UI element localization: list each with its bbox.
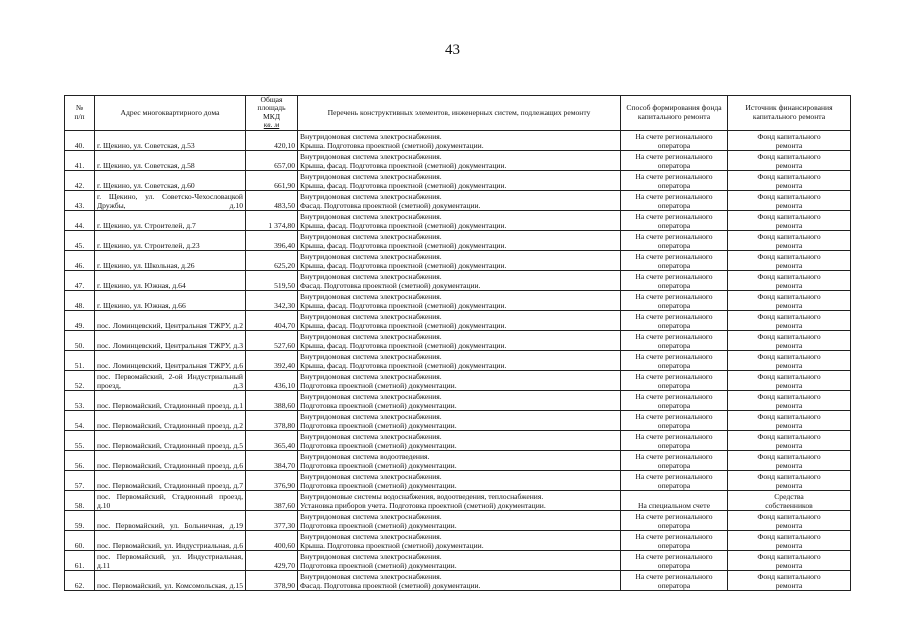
table-body <box>65 130 851 590</box>
row-funding-method: На счете регионального оператора <box>621 230 728 250</box>
row-number: 59. <box>65 510 95 530</box>
row-funding-source: Фонд капитального ремонта <box>728 370 851 390</box>
row-funding-method: На счете регионального оператора <box>621 470 728 490</box>
row-funding-method: На счете регионального оператора <box>621 350 728 370</box>
row-funding-method: На специальном счете <box>621 490 728 510</box>
row-number: 51. <box>65 350 95 370</box>
row-address: г. Щекино, ул. Школьная, д.26 <box>95 250 246 270</box>
row-works: Внутридомовая система электроснабжения. Крыша, фасад. Подготовка проектной (сметной) документации. <box>298 170 621 190</box>
row-works: Внутридомовая система водоотведения. Подготовка проектной (сметной) документации. <box>298 450 621 470</box>
row-funding-source: Фонд капитального ремонта <box>728 530 851 550</box>
row-address: пос. Первомайский, Стадионный проезд, д.5 <box>95 430 246 450</box>
header-area-unit: кв. м <box>263 120 280 130</box>
row-funding-source: Фонд капитального ремонта <box>728 250 851 270</box>
row-number: 42. <box>65 170 95 190</box>
row-funding-source: Фонд капитального ремонта <box>728 350 851 370</box>
row-address: г. Щекино, ул. Строителей, д.23 <box>95 230 246 250</box>
row-funding-method: На счете регионального оператора <box>621 370 728 390</box>
row-funding-method: На счете регионального оператора <box>621 570 728 590</box>
row-funding-method: На счете регионального оператора <box>621 410 728 430</box>
row-works: Внутридомовая система электроснабжения. Фасад. Подготовка проектной (сметной) документации. <box>298 570 621 590</box>
row-funding-source: Фонд капитального ремонта <box>728 130 851 150</box>
header-area: Общая площадь МКД кв. м <box>246 96 298 131</box>
row-funding-source: Фонд капитального ремонта <box>728 150 851 170</box>
row-address: пос. Первомайский, Стадионный проезд, д.2 <box>95 410 246 430</box>
row-funding-method: На счете регионального оператора <box>621 450 728 470</box>
row-number: 49. <box>65 310 95 330</box>
row-address: г. Щекино, ул. Советско-Чехословацкой Дружбы, д.10 <box>95 190 246 210</box>
row-address: пос. Первомайский, Стадионный проезд, д.1 <box>95 390 246 410</box>
table-row <box>65 250 851 270</box>
row-funding-method: На счете регионального оператора <box>621 510 728 530</box>
row-works: Внутридомовая система электроснабжения. Фасад. Подготовка проектной (сметной) документации. <box>298 190 621 210</box>
row-works: Внутридомовая система электроснабжения. Крыша, фасад. Подготовка проектной (сметной) документации. <box>298 290 621 310</box>
row-number: 47. <box>65 270 95 290</box>
row-address: пос. Первомайский, ул. Индустриальная, д.11 <box>95 550 246 570</box>
row-funding-source: Фонд капитального ремонта <box>728 190 851 210</box>
header-number: № п/п <box>65 96 95 131</box>
row-works: Внутридомовая система электроснабжения. Крыша, фасад. Подготовка проектной (сметной) документации. <box>298 350 621 370</box>
row-address: пос. Первомайский, ул. Комсомольская, д.15 <box>95 570 246 590</box>
row-works: Внутридомовая система электроснабжения. Крыша, фасад. Подготовка проектной (сметной) документации. <box>298 150 621 170</box>
row-number: 45. <box>65 230 95 250</box>
row-funding-source: Фонд капитального ремонта <box>728 390 851 410</box>
row-works: Внутридомовая система электроснабжения. Крыша, фасад. Подготовка проектной (сметной) документации. <box>298 210 621 230</box>
row-area: 388,60 <box>246 390 298 410</box>
row-area: 657,00 <box>246 150 298 170</box>
row-funding-source: Фонд капитального ремонта <box>728 290 851 310</box>
table-row <box>65 470 851 490</box>
row-funding-method: На счете регионального оператора <box>621 550 728 570</box>
row-area: 365,40 <box>246 430 298 450</box>
row-works: Внутридомовая система электроснабжения. Подготовка проектной (сметной) документации. <box>298 470 621 490</box>
row-funding-source: Фонд капитального ремонта <box>728 230 851 250</box>
row-number: 54. <box>65 410 95 430</box>
row-address: пос. Первомайский, ул. Больничная, д.19 <box>95 510 246 530</box>
page-number: 43 <box>445 42 460 58</box>
row-number: 46. <box>65 250 95 270</box>
row-number: 57. <box>65 470 95 490</box>
row-area: 519,50 <box>246 270 298 290</box>
table-row <box>65 330 851 350</box>
header-address: Адрес многоквартирного дома <box>95 96 246 131</box>
row-area: 661,90 <box>246 170 298 190</box>
row-funding-method: На счете регионального оператора <box>621 330 728 350</box>
repair-program-table <box>64 95 851 591</box>
row-number: 55. <box>65 430 95 450</box>
row-address: пос. Первомайский, Стадионный проезд, д.6 <box>95 450 246 470</box>
row-funding-source: Фонд капитального ремонта <box>728 210 851 230</box>
row-funding-source: Фонд капитального ремонта <box>728 550 851 570</box>
row-area: 527,60 <box>246 330 298 350</box>
row-area: 400,60 <box>246 530 298 550</box>
row-funding-method: На счете регионального оператора <box>621 390 728 410</box>
row-number: 58. <box>65 490 95 510</box>
table-header-row <box>65 96 851 131</box>
table-row <box>65 370 851 390</box>
row-funding-method: На счете регионального оператора <box>621 310 728 330</box>
row-number: 60. <box>65 530 95 550</box>
row-funding-method: На счете регионального оператора <box>621 150 728 170</box>
row-funding-source: Средства собственников <box>728 490 851 510</box>
row-number: 61. <box>65 550 95 570</box>
row-funding-source: Фонд капитального ремонта <box>728 330 851 350</box>
row-works: Внутридомовая система электроснабжения. Крыша, фасад. Подготовка проектной (сметной) документации. <box>298 310 621 330</box>
table-row <box>65 210 851 230</box>
table-row <box>65 350 851 370</box>
header-works: Перечень конструктивных элементов, инженерных систем, подлежащих ремонту <box>298 96 621 131</box>
row-area: 378,80 <box>246 410 298 430</box>
row-area: 378,90 <box>246 570 298 590</box>
row-address: г. Щекино, ул. Строителей, д.7 <box>95 210 246 230</box>
row-works: Внутридомовая система электроснабжения. Крыша. Подготовка проектной (сметной) документации. <box>298 130 621 150</box>
row-area: 404,70 <box>246 310 298 330</box>
row-number: 43. <box>65 190 95 210</box>
table-row <box>65 270 851 290</box>
row-address: г. Щекино, ул. Южная, д.66 <box>95 290 246 310</box>
table-row <box>65 150 851 170</box>
row-works: Внутридомовая система электроснабжения. Крыша, фасад. Подготовка проектной (сметной) документации. <box>298 330 621 350</box>
row-address: пос. Ломинцевский, Центральная ТЖРУ, д.3 <box>95 330 246 350</box>
row-number: 53. <box>65 390 95 410</box>
table-row <box>65 550 851 570</box>
row-funding-method: На счете регионального оператора <box>621 430 728 450</box>
row-address: г. Щекино, ул. Советская, д.53 <box>95 130 246 150</box>
row-address: пос. Ломинцевский, Центральная ТЖРУ, д.6 <box>95 350 246 370</box>
row-works: Внутридомовая система электроснабжения. Подготовка проектной (сметной) документации. <box>298 510 621 530</box>
row-area: 377,30 <box>246 510 298 530</box>
row-number: 48. <box>65 290 95 310</box>
row-address: пос. Первомайский, Стадионный проезд, д.7 <box>95 470 246 490</box>
row-works: Внутридомовая система электроснабжения. Подготовка проектной (сметной) документации. <box>298 410 621 430</box>
row-address: пос. Первомайский, Стадионный проезд, д.10 <box>95 490 246 510</box>
row-number: 41. <box>65 150 95 170</box>
row-funding-source: Фонд капитального ремонта <box>728 570 851 590</box>
table-row <box>65 490 851 510</box>
row-funding-source: Фонд капитального ремонта <box>728 410 851 430</box>
row-area: 483,50 <box>246 190 298 210</box>
row-funding-method: На счете регионального оператора <box>621 290 728 310</box>
row-works: Внутридомовая система электроснабжения. Фасад. Подготовка проектной (сметной) документации. <box>298 270 621 290</box>
table-row <box>65 510 851 530</box>
row-funding-method: На счете регионального оператора <box>621 190 728 210</box>
table-row <box>65 390 851 410</box>
row-area: 436,10 <box>246 370 298 390</box>
row-number: 40. <box>65 130 95 150</box>
row-address: пос. Ломинцевский, Центральная ТЖРУ, д.2 <box>95 310 246 330</box>
row-address: г. Щекино, ул. Советская, д.58 <box>95 150 246 170</box>
header-source: Источник финансирования капитального ремонта <box>728 96 851 131</box>
table-row <box>65 530 851 550</box>
table-row <box>65 430 851 450</box>
row-funding-method: На счете регионального оператора <box>621 130 728 150</box>
row-funding-method: На счете регионального оператора <box>621 210 728 230</box>
table-row <box>65 290 851 310</box>
row-area: 1 374,80 <box>246 210 298 230</box>
table-row <box>65 190 851 210</box>
row-funding-source: Фонд капитального ремонта <box>728 510 851 530</box>
table-row <box>65 230 851 250</box>
row-works: Внутридомовая система электроснабжения. Подготовка проектной (сметной) документации. <box>298 550 621 570</box>
row-area: 429,70 <box>246 550 298 570</box>
row-works: Внутридомовая система электроснабжения. Подготовка проектной (сметной) документации. <box>298 390 621 410</box>
row-area: 342,30 <box>246 290 298 310</box>
row-area: 420,10 <box>246 130 298 150</box>
row-funding-source: Фонд капитального ремонта <box>728 470 851 490</box>
row-area: 376,90 <box>246 470 298 490</box>
header-method: Способ формирования фонда капитального ремонта <box>621 96 728 131</box>
row-funding-method: На счете регионального оператора <box>621 270 728 290</box>
table-row <box>65 170 851 190</box>
row-address: пос. Первомайский, ул. Индустриальная, д.6 <box>95 530 246 550</box>
row-address: г. Щекино, ул. Советская, д.60 <box>95 170 246 190</box>
row-funding-source: Фонд капитального ремонта <box>728 170 851 190</box>
row-address: пос. Первомайский, 2-ой Индустриальный проезд, д.3 <box>95 370 246 390</box>
row-address: г. Щекино, ул. Южная, д.64 <box>95 270 246 290</box>
row-number: 44. <box>65 210 95 230</box>
row-area: 384,70 <box>246 450 298 470</box>
row-works: Внутридомовая система электроснабжения. Крыша, фасад. Подготовка проектной (сметной) документации. <box>298 230 621 250</box>
row-works: Внутридомовые системы водоснабжения, водоотведения, теплоснабжения. Установка приборов учета. Подготовка проектной (сметной) документации. <box>298 490 621 510</box>
table-row <box>65 410 851 430</box>
row-funding-method: На счете регионального оператора <box>621 250 728 270</box>
row-funding-source: Фонд капитального ремонта <box>728 310 851 330</box>
row-works: Внутридомовая система электроснабжения. Крыша, фасад. Подготовка проектной (сметной) документации. <box>298 250 621 270</box>
table-row <box>65 310 851 330</box>
row-area: 387,60 <box>246 490 298 510</box>
row-area: 625,20 <box>246 250 298 270</box>
row-funding-source: Фонд капитального ремонта <box>728 450 851 470</box>
row-funding-method: На счете регионального оператора <box>621 170 728 190</box>
table-row <box>65 570 851 590</box>
row-number: 62. <box>65 570 95 590</box>
row-works: Внутридомовая система электроснабжения. Крыша. Подготовка проектной (сметной) документации. <box>298 530 621 550</box>
table-row <box>65 450 851 470</box>
row-funding-source: Фонд капитального ремонта <box>728 270 851 290</box>
row-works: Внутридомовая система электроснабжения. Подготовка проектной (сметной) документации. <box>298 370 621 390</box>
row-number: 50. <box>65 330 95 350</box>
row-funding-source: Фонд капитального ремонта <box>728 430 851 450</box>
row-funding-method: На счете регионального оператора <box>621 530 728 550</box>
row-works: Внутридомовая система электроснабжения. Подготовка проектной (сметной) документации. <box>298 430 621 450</box>
row-area: 396,40 <box>246 230 298 250</box>
row-number: 52. <box>65 370 95 390</box>
table-row <box>65 130 851 150</box>
row-number: 56. <box>65 450 95 470</box>
row-area: 392,40 <box>246 350 298 370</box>
